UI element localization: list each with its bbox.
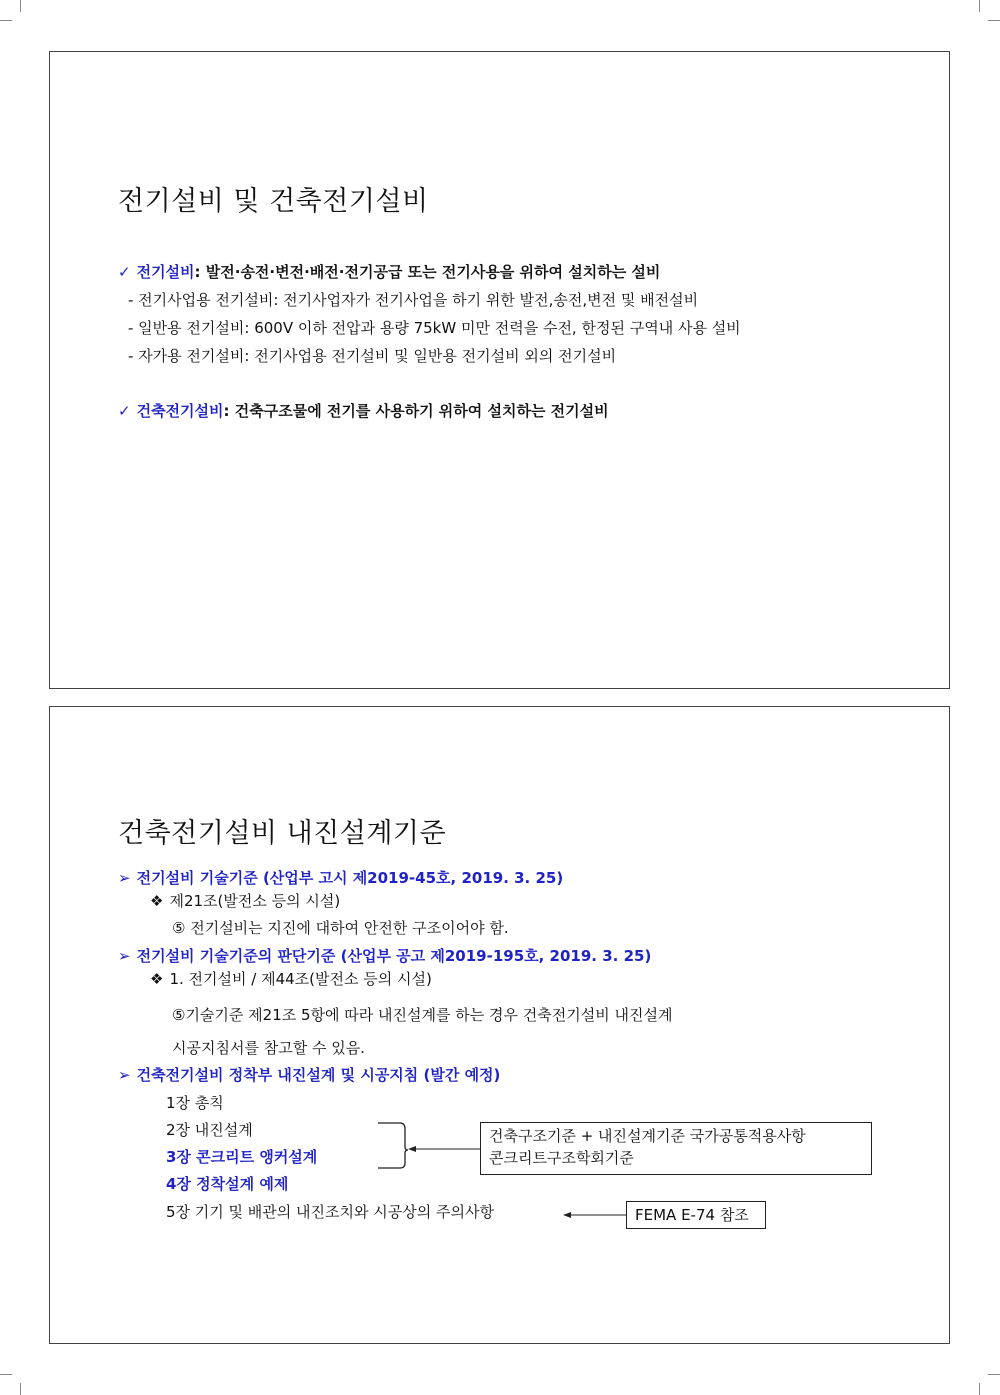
reference-box-structure [480, 1122, 872, 1175]
definition-term: 건축전기설비 [136, 402, 224, 420]
chapter-item: 1장 총칙 [166, 1094, 224, 1112]
heading-text: 건축전기설비 정착부 내진설계 및 시공지침 (발간 예정) [136, 1066, 501, 1084]
reference-line: 건축구조기준 + 내진설계기준 국가공통적용사항 [489, 1127, 806, 1145]
note-line: 시공지침서를 참고할 수 있음. [172, 1039, 365, 1057]
sub-item-text: 1. 전기설비 / 제44조(발전소 등의 시설) [169, 970, 432, 988]
crop-mark [0, 20, 12, 21]
list-item: - 일반용 전기설비: 600V 이하 전압과 용량 75kW 미만 전력을 수전, 한정된 구역내 사용 설비 [128, 319, 741, 337]
chapter-item: 2장 내진설계 [166, 1121, 253, 1139]
sub-item-text: 제21조(발전소 등의 시설) [169, 892, 341, 910]
definition-text: : 건축구조물에 전기를 사용하기 위하여 설치하는 전기설비 [223, 402, 609, 420]
chapter-item: 5장 기기 및 배관의 내진조치와 시공상의 주의사항 [166, 1203, 494, 1221]
reference-line: 콘크리트구조학회기준 [489, 1149, 634, 1167]
heading-text: 전기설비 기술기준 (산업부 고시 제2019-45호, 2019. 3. 25) [136, 869, 564, 887]
crop-mark [0, 1374, 12, 1375]
definition-term: 전기설비 [136, 263, 195, 281]
brace-connector [378, 1123, 408, 1168]
slide-2 [49, 706, 950, 1344]
crop-mark [20, 1383, 21, 1395]
definition-building-electrical-facility [118, 400, 609, 421]
arrow-head-icon [563, 1212, 571, 1218]
slide-title: 전기설비 및 건축전기설비 [118, 186, 429, 217]
note-line: ⑤기술기준 제21조 5항에 따라 내진설계를 하는 경우 건축전기설비 내진설계 [172, 1006, 673, 1024]
diamond-bullet-icon: ❖ [150, 970, 164, 988]
arrow-bullet-icon: ➢ [118, 869, 131, 887]
list-item: - 자가용 전기설비: 전기사업용 전기설비 및 일반용 전기설비 외의 전기설비 [128, 347, 617, 365]
crop-mark [20, 0, 21, 12]
crop-mark [988, 20, 1000, 21]
chapter-item: 4장 정착설계 예제 [166, 1175, 289, 1193]
slide-1 [49, 51, 950, 689]
crop-mark [988, 1374, 1000, 1375]
arrow-bullet-icon: ➢ [118, 1066, 131, 1084]
diamond-bullet-icon: ❖ [150, 892, 164, 910]
slide-title: 건축전기설비 내진설계기준 [118, 818, 447, 849]
heading-text: 전기설비 기술기준의 판단기준 (산업부 공고 제2019-195호, 2019. 3. 25) [136, 947, 652, 965]
check-icon: ✓ [118, 402, 131, 420]
crop-mark [979, 0, 980, 12]
check-icon: ✓ [118, 263, 131, 281]
crop-mark [979, 1383, 980, 1395]
definition-text: : 발전·송전·변전·배전·전기공급 또는 전기사용을 위하여 설치하는 설비 [194, 263, 661, 281]
arrow-head-icon [408, 1146, 416, 1152]
arrow-bullet-icon: ➢ [118, 947, 131, 965]
sub-item-detail: ⑤ 전기설비는 지진에 대하여 안전한 구조이어야 함. [172, 919, 509, 937]
reference-box-fema: FEMA E-74 참조 [626, 1201, 766, 1229]
connector-graphics [50, 707, 949, 1343]
definition-electrical-facility [118, 261, 660, 282]
list-item: - 전기사업용 전기설비: 전기사업자가 전기사업을 하기 위한 발전,송전,변전 및 배전설비 [128, 291, 699, 309]
chapter-item: 3장 콘크리트 앵커설계 [166, 1148, 318, 1166]
